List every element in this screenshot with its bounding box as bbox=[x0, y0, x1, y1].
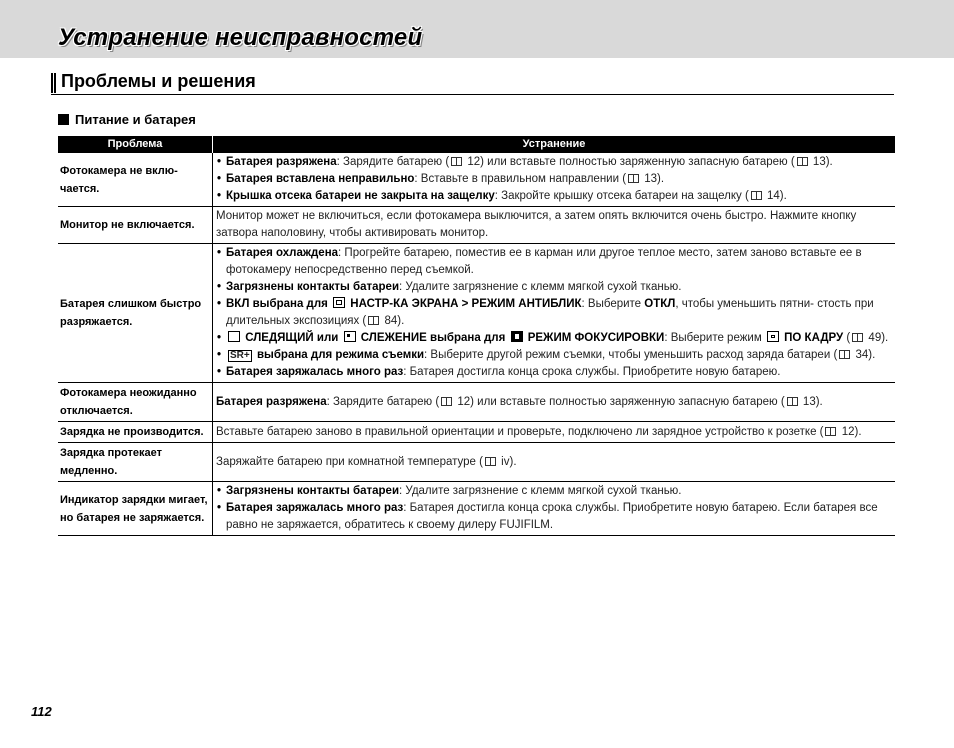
af-menu-icon bbox=[511, 331, 523, 342]
list-item: • Батарея заряжалась много раз: Батарея достигла конца срока службы. Приобретите новую батарею. bbox=[216, 364, 893, 381]
solution-cell: Заряжайте батарею при комнатной температуре ( iv). bbox=[213, 443, 896, 482]
book-ref-icon bbox=[368, 316, 379, 325]
problem-cell: Фотокамера неожиданно отключается. bbox=[58, 383, 213, 422]
book-ref-icon bbox=[628, 174, 639, 183]
table-row bbox=[58, 207, 895, 244]
section-title: Проблемы и решения bbox=[61, 71, 256, 91]
scene-recognition-icon: SR+ bbox=[230, 350, 250, 361]
subsection-title: Питание и батарея bbox=[75, 112, 196, 127]
chapter-title: Устранение неисправностей bbox=[58, 24, 423, 51]
list-item: • SR+ выбрана для режима съемки: Выберите другой режим съемки, чтобы уменьшить расход заряда батареи ( 34). bbox=[216, 347, 893, 364]
table-row bbox=[58, 383, 895, 422]
header-problem: Проблема bbox=[58, 136, 213, 153]
book-ref-icon bbox=[825, 427, 836, 436]
troubleshooting-table bbox=[58, 136, 895, 536]
continuous-af-icon bbox=[228, 331, 240, 342]
single-frame-af-icon bbox=[767, 331, 779, 342]
list-item: • Батарея заряжалась много раз: Батарея достигла конца срока службы. Приобретите новую батарею. Если батарея все равно не заряжается, обратитесь к своему дилеру FUJIFILM. bbox=[216, 500, 893, 534]
table-row bbox=[58, 153, 895, 207]
list-item: • СЛЕДЯЩИЙ или СЛЕЖЕНИЕ выбрана для РЕЖИМ ФОКУСИРОВКИ: Выберите режим ПО КАДРУ ( 49). bbox=[216, 330, 893, 347]
table-row bbox=[58, 422, 895, 443]
list-item: • ВКЛ выбрана для НАСТР-КА ЭКРАНА > РЕЖИМ АНТИБЛИК: Выберите ОТКЛ, чтобы уменьшить пятни- стость при длительных экспозициях ( 84). bbox=[216, 296, 893, 330]
problem-cell: Зарядка не производится. bbox=[58, 422, 213, 443]
book-ref-icon bbox=[441, 397, 452, 406]
page-number: 112 bbox=[31, 704, 52, 719]
book-ref-icon bbox=[797, 157, 808, 166]
section-marker-icon bbox=[51, 73, 56, 93]
solution-cell: Вставьте батарею заново в правильной ориентации и проверьте, подключено ли зарядное устройство к розетке ( 12). bbox=[213, 422, 896, 443]
table-row bbox=[58, 443, 895, 482]
book-ref-icon bbox=[485, 457, 496, 466]
chapter-header-band bbox=[0, 0, 954, 58]
problem-cell: Монитор не включается. bbox=[58, 207, 213, 244]
problem-cell: Батарея слишком быстро разряжается. bbox=[58, 244, 213, 383]
header-solution: Устранение bbox=[213, 136, 896, 153]
table-row bbox=[58, 244, 895, 383]
solution-cell bbox=[213, 153, 896, 207]
book-ref-icon bbox=[451, 157, 462, 166]
problem-cell: Фотокамера не вклю- чается. bbox=[58, 153, 213, 207]
square-bullet-icon bbox=[58, 114, 69, 125]
screen-setup-icon bbox=[333, 297, 345, 308]
book-ref-icon bbox=[839, 350, 850, 359]
solution-cell bbox=[213, 482, 896, 536]
problem-cell: Индикатор зарядки мигает, но батарея не заряжается. bbox=[58, 482, 213, 536]
list-item: • Загрязнены контакты батареи: Удалите загрязнение с клемм мягкой сухой тканью. bbox=[216, 483, 893, 500]
list-item: • Крышка отсека батареи не закрыта на защелку: Закройте крышку отсека батареи на защелку ( 14). bbox=[216, 188, 893, 205]
list-item: • Батарея охлаждена: Прогрейте батарею, поместив ее в карман или другое теплое место, затем заново вставьте ее в фотокамеру непосредственно перед съемкой. bbox=[216, 245, 893, 279]
book-ref-icon bbox=[787, 397, 798, 406]
problem-cell: Зарядка протекает медленно. bbox=[58, 443, 213, 482]
list-item: • Батарея вставлена неправильно: Вставьте в правильном направлении ( 13). bbox=[216, 171, 893, 188]
solution-cell bbox=[213, 244, 896, 383]
list-item: • Батарея разряжена: Зарядите батарею ( 12) или вставьте полностью заряженную запасную батарею ( 13). bbox=[216, 154, 893, 171]
section-header bbox=[51, 72, 894, 95]
solution-cell: Монитор может не включиться, если фотокамера выключится, а затем опять включится очень быстро. Нажмите кнопку затвора наполовину, чтобы активировать монитор. bbox=[213, 207, 896, 244]
solution-cell: Батарея разряжена: Зарядите батарею ( 12) или вставьте полностью заряженную запасную батарею ( 13). bbox=[213, 383, 896, 422]
book-ref-icon bbox=[751, 191, 762, 200]
book-ref-icon bbox=[852, 333, 863, 342]
tracking-af-icon bbox=[344, 331, 356, 342]
list-item: • Загрязнены контакты батареи: Удалите загрязнение с клемм мягкой сухой тканью. bbox=[216, 279, 893, 296]
table-header-row bbox=[58, 136, 895, 153]
subsection-heading bbox=[58, 112, 196, 127]
table-row bbox=[58, 482, 895, 536]
